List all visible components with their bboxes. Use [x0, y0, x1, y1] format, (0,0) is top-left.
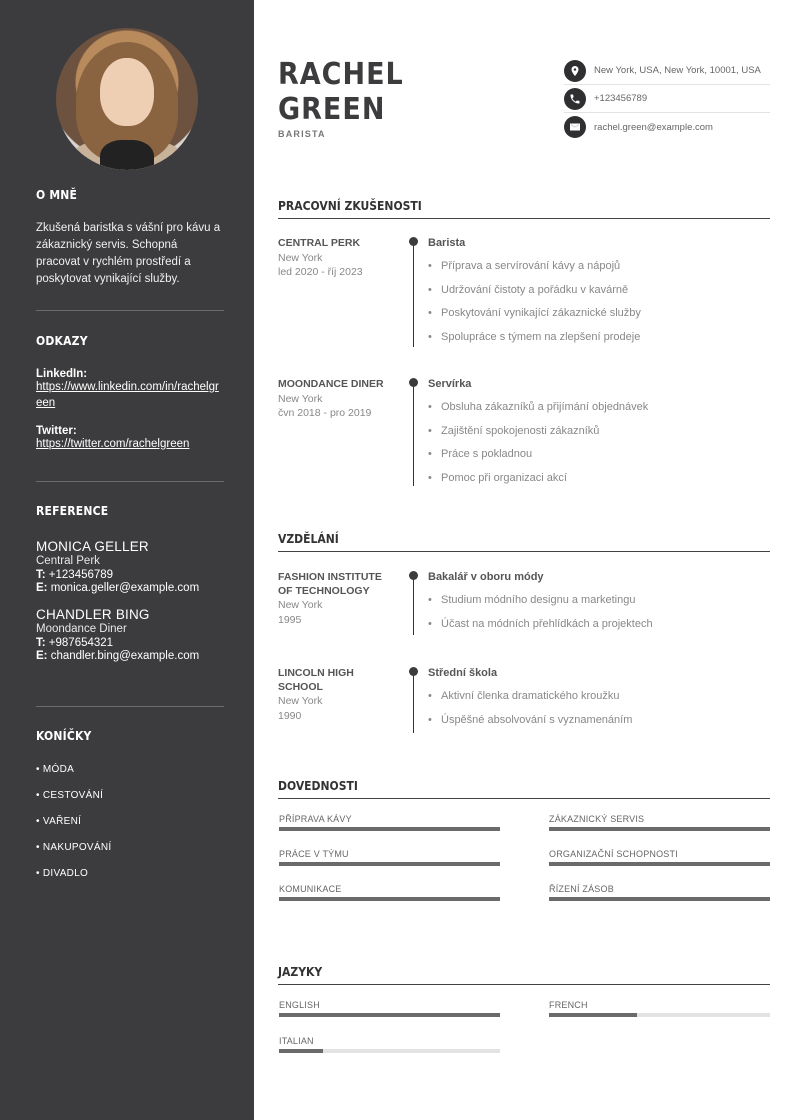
- photo-top: [100, 140, 154, 170]
- entry-bullet: • Udržování čistoty a pořádku v kavárně: [428, 284, 768, 298]
- contact-phone: [564, 85, 770, 113]
- skill-label: PŘÍPRAVA KÁVY: [279, 814, 352, 824]
- skill-label: KOMUNIKACE: [279, 884, 342, 894]
- entry-bullet: • Studium módního designu a marketingu: [428, 594, 768, 608]
- entry-bullet: • Účast na módních přehlídkách a projektech: [428, 618, 768, 632]
- links-section: [36, 334, 224, 453]
- reference-email-value: chandler.bing@example.com: [50, 650, 200, 662]
- timeline-dot: [409, 667, 418, 676]
- experience-title: PRACOVNÍ ZKUŠENOSTI: [278, 199, 770, 219]
- skills-title: DOVEDNOSTI: [278, 779, 770, 799]
- language-bar: [549, 1013, 770, 1017]
- about-text: Zkušená baristka s vášní pro kávu a zákaznický servis. Schopná pracovat v rychlém prostředí a poskytovat vynikající služby.: [36, 222, 221, 285]
- link-url-linkedin[interactable]: https://www.linkedin.com/in/rachelgreen: [36, 381, 219, 409]
- link-item-linkedin: [36, 368, 224, 411]
- reference-company: Moondance Diner: [36, 623, 127, 635]
- last-name: GREEN: [278, 92, 386, 127]
- entry-dates: 1990: [278, 709, 302, 722]
- envelope-icon: [564, 116, 586, 138]
- skill-bar-fill: [549, 897, 770, 901]
- skill-bar-fill: [279, 897, 500, 901]
- timeline-line: [413, 671, 414, 733]
- links-title: ODKAZY: [36, 334, 88, 348]
- hobby-item: • MÓDA: [36, 764, 75, 775]
- entry-details: [428, 378, 768, 485]
- reference-name: MONICA GELLER: [36, 539, 149, 554]
- entry-meta: [278, 571, 396, 627]
- skill-item: [549, 849, 770, 866]
- candidate-role: BARISTA: [278, 129, 326, 139]
- language-bar: [279, 1013, 500, 1017]
- entry-dates: 1995: [278, 613, 302, 626]
- reference-item: [36, 539, 224, 594]
- language-label: ENGLISH: [279, 1000, 320, 1010]
- entry-meta: [278, 237, 396, 280]
- email-prefix: E:: [36, 582, 48, 594]
- language-item: [279, 1036, 500, 1053]
- skill-bar: [549, 862, 770, 866]
- references-title: REFERENCE: [36, 504, 109, 518]
- skill-item: [279, 814, 500, 831]
- reference-email-value: monica.geller@example.com: [50, 582, 200, 594]
- entry-bullet: • Spolupráce s týmem na zlepšení prodeje: [428, 331, 768, 345]
- about-title: O MNĚ: [36, 188, 78, 202]
- skill-label: ZÁKAZNICKÝ SERVIS: [549, 814, 645, 824]
- phone-prefix: T:: [36, 637, 46, 649]
- skill-bar: [279, 862, 500, 866]
- skill-bar: [549, 897, 770, 901]
- reference-phone: [36, 569, 224, 581]
- skill-label: ORGANIZAČNÍ SCHOPNOSTI: [549, 849, 678, 859]
- language-label: FRENCH: [549, 1000, 588, 1010]
- reference-email: [36, 650, 224, 662]
- entry-bullet: • Zajištění spokojenosti zákazníků: [428, 425, 768, 439]
- sidebar-divider: [36, 310, 224, 311]
- email-prefix: E:: [36, 650, 48, 662]
- language-item: [549, 1000, 770, 1017]
- contact-email: [564, 113, 770, 141]
- languages-title: JAZYKY: [278, 965, 770, 985]
- entry-bullet: • Úspěšné absolvování s vyznamenáním: [428, 714, 768, 728]
- contact-location: [564, 57, 770, 85]
- reference-item: [36, 607, 224, 662]
- hobby-item: • NAKUPOVÁNÍ: [36, 842, 112, 853]
- reference-phone-value: +987654321: [48, 637, 114, 649]
- phone-icon: [564, 88, 586, 110]
- entry-bullet: • Práce s pokladnou: [428, 448, 768, 462]
- skill-item: [549, 814, 770, 831]
- skill-item: [279, 849, 500, 866]
- timeline-dot: [409, 378, 418, 387]
- education-title: VZDĚLÁNÍ: [278, 532, 770, 552]
- hobby-item: • CESTOVÁNÍ: [36, 790, 104, 801]
- reference-name: CHANDLER BING: [36, 607, 150, 622]
- skill-bar: [279, 897, 500, 901]
- skill-bar-fill: [549, 827, 770, 831]
- entry-bullet: • Poskytování vynikající zákaznické služby: [428, 307, 768, 321]
- entry-meta: [278, 378, 396, 421]
- entry-role: Servírka: [428, 378, 472, 390]
- skill-bar-fill: [279, 827, 500, 831]
- entry-city: New York: [278, 251, 323, 264]
- entry-org: CENTRAL PERK: [278, 237, 361, 249]
- skill-bar-fill: [279, 862, 500, 866]
- entry-details: [428, 237, 768, 344]
- phone-prefix: T:: [36, 569, 46, 581]
- hobbies-section: [36, 729, 224, 894]
- hobby-item: • VAŘENÍ: [36, 816, 82, 827]
- timeline-dot: [409, 571, 418, 580]
- entry-role: Barista: [428, 237, 466, 249]
- hobbies-list: [36, 764, 224, 894]
- location-pin-icon: [564, 60, 586, 82]
- entry-city: New York: [278, 599, 323, 611]
- language-label: ITALIAN: [279, 1036, 314, 1046]
- reference-phone: [36, 637, 224, 649]
- entry-bullet: • Příprava a servírování kávy a nápojů: [428, 260, 768, 274]
- entry-bullet: • Aktivní členka dramatického kroužku: [428, 690, 768, 704]
- entry-city: New York: [278, 392, 323, 405]
- sidebar-divider: [36, 481, 224, 482]
- entry-role: Bakalář v oboru módy: [428, 571, 544, 583]
- skill-label: PRÁCE V TÝMU: [279, 849, 349, 859]
- skill-item: [279, 884, 500, 901]
- reference-company: Central Perk: [36, 555, 100, 567]
- link-label-linkedin: LinkedIn:: [36, 368, 88, 380]
- language-bar: [279, 1049, 500, 1053]
- language-item: [279, 1000, 500, 1017]
- skill-bar: [549, 827, 770, 831]
- entry-role: Střední škola: [428, 667, 498, 679]
- timeline-line: [413, 382, 414, 486]
- photo-face: [100, 58, 154, 126]
- link-item-twitter: [36, 425, 224, 453]
- entry-details: [428, 571, 768, 631]
- reference-phone-value: +123456789: [48, 569, 114, 581]
- entry-org: FASHION INSTITUTE OF TECHNOLOGY: [278, 571, 382, 597]
- contact-location-text: New York, USA, New York, 10001, USA: [594, 65, 761, 76]
- entry-bullet: • Pomoc při organizaci akcí: [428, 472, 768, 486]
- profile-photo: [56, 28, 198, 170]
- skill-bar: [279, 827, 500, 831]
- language-bar-fill: [279, 1049, 323, 1053]
- skill-bar-fill: [549, 862, 770, 866]
- references-section: [36, 504, 224, 662]
- contact-phone-text: +123456789: [594, 93, 648, 104]
- reference-email: [36, 582, 224, 594]
- skill-label: ŘÍZENÍ ZÁSOB: [549, 884, 614, 894]
- candidate-name: [278, 57, 404, 127]
- link-label-twitter: Twitter:: [36, 425, 77, 437]
- timeline-dot: [409, 237, 418, 246]
- timeline-line: [413, 241, 414, 347]
- language-bar-fill: [279, 1013, 500, 1017]
- entry-bullet: • Obsluha zákazníků a přijímání objednávek: [428, 401, 768, 415]
- about-section: [36, 188, 224, 288]
- timeline-line: [413, 575, 414, 635]
- link-url-twitter[interactable]: https://twitter.com/rachelgreen: [36, 438, 190, 450]
- sidebar: [0, 0, 254, 1120]
- entry-meta: [278, 667, 396, 723]
- skill-item: [549, 884, 770, 901]
- entry-org: MOONDANCE DINER: [278, 378, 384, 390]
- contact-email-text: rachel.green@example.com: [594, 121, 713, 133]
- first-name: RACHEL: [278, 57, 404, 92]
- sidebar-divider: [36, 706, 224, 707]
- entry-details: [428, 667, 768, 727]
- entry-org: LINCOLN HIGH SCHOOL: [278, 667, 354, 693]
- entry-city: New York: [278, 695, 323, 707]
- hobbies-title: KONÍČKY: [36, 729, 92, 743]
- entry-dates: led 2020 - říj 2023: [278, 266, 363, 278]
- entry-dates: čvn 2018 - pro 2019: [278, 407, 372, 419]
- hobby-item: • DIVADLO: [36, 868, 89, 879]
- language-bar-fill: [549, 1013, 637, 1017]
